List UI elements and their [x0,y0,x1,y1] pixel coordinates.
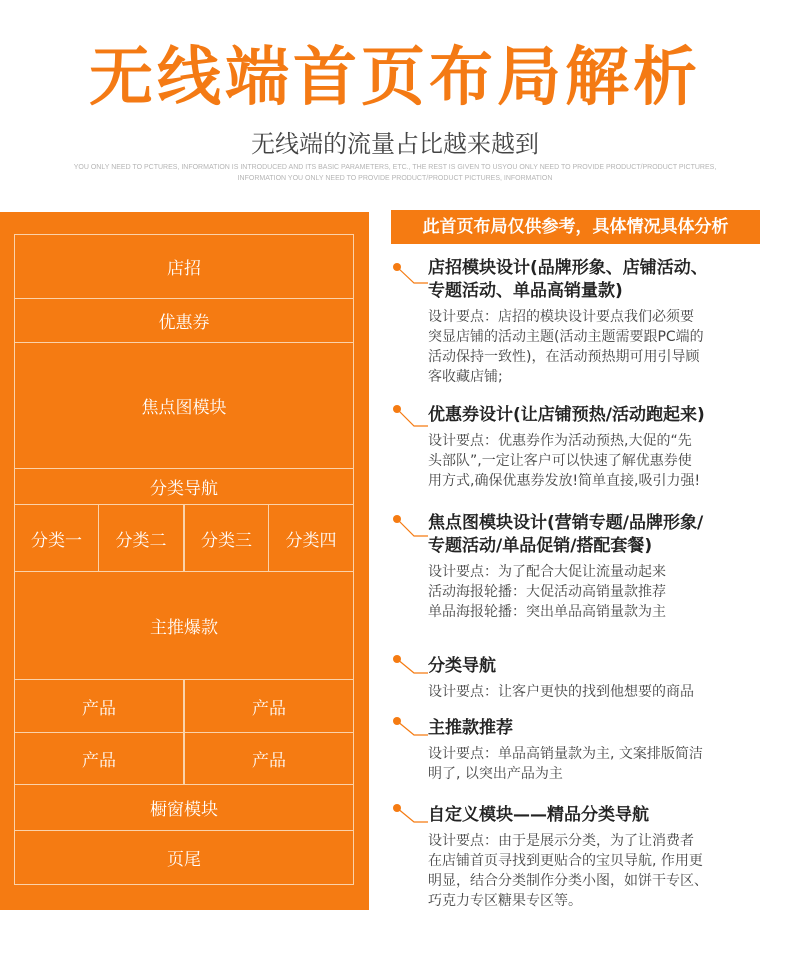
category-label: 分类四 [285,530,337,551]
pointer-icon [392,257,428,287]
product-label: 产品 [82,698,116,719]
product-cell [14,679,184,732]
note-desc-line: 明了, 以突出产品为主 [428,766,563,782]
note-desc-line: 设计要点：店招的模块设计要点我们必须要 [428,309,694,325]
coupon-block [14,298,354,342]
layout-diagram [0,212,369,910]
product-label: 产品 [252,751,286,771]
note-desc-line: 设计要点：单品高销量款为主, 文案排版简洁 [428,746,703,762]
category-label: 分类一 [31,530,82,551]
note-desc-line: 设计要点：由于是展示分类，为了让消费者 [428,833,694,849]
focus-banner-block [14,342,354,468]
footer-block [14,830,354,885]
product-cell [184,732,354,784]
note-desc [428,682,772,702]
note-desc [428,307,772,387]
product-label: 产品 [82,751,116,771]
pointer-icon [392,804,428,834]
note-desc [428,562,772,622]
showcase-label: 橱窗模块 [150,800,218,820]
showcase-block [14,784,354,830]
page-title: 无线端首页布局解析 [89,41,701,115]
category-nav-label: 分类导航 [150,479,218,499]
note-item-focus-banner [392,512,772,622]
note-title [428,717,772,740]
category-cell [14,504,99,571]
product-cell [14,732,184,784]
note-desc-line: 突显店铺的活动主题(活动主题需要跟PC端的 [428,329,704,345]
note-item-category-nav [392,655,772,702]
page-subtitle: 无线端的流量占比越来越到 [251,130,539,158]
store-sign-label: 店招 [167,259,201,279]
note-title-line: 专题活动/单品促销/搭配套餐) [428,536,653,556]
note-desc-line: 头部队”,一定让客户可以快速了解优惠券使 [428,453,692,469]
note-desc [428,431,772,491]
note-item-store-sign [392,257,772,387]
pointer-icon [392,404,428,434]
note-desc-line: 明显，结合分类制作分类小图，如饼干专区、 [428,873,708,889]
note-item-coupon [392,404,772,491]
note-desc [428,744,772,784]
note-desc-line: 巧克力专区糖果专区等。 [428,893,582,909]
product-label: 产品 [252,698,286,719]
note-title [428,512,772,558]
store-sign-block [14,234,354,298]
note-title-line: 优惠券设计(让店铺预热/活动跑起来) [428,405,705,425]
note-title-line: 自定义模块——精品分类导航 [428,805,649,825]
product-cell [184,679,354,732]
note-desc-line: 设计要点：让客户更快的找到他想要的商品 [428,684,694,700]
category-label: 分类二 [115,530,167,551]
note-title-line: 店招模块设计(品牌形象、店铺活动、 [428,258,708,278]
pointer-icon [392,655,428,685]
note-desc-line: 活动保持一致性)，在活动预热期可用引导顾 [428,349,700,365]
note-item-custom-module [392,804,772,911]
note-item-hot-sale [392,717,772,784]
note-title-line: 焦点图模块设计(营销专题/品牌形象/ [428,513,704,533]
note-title [428,804,772,827]
note-desc-line: 客收藏店铺; [428,369,503,385]
footer-label: 页尾 [167,850,201,870]
category-label: 分类三 [201,530,252,551]
note-title [428,404,772,427]
coupon-label: 优惠券 [158,313,210,333]
note-desc-line: 设计要点：为了配合大促让流量动起来 [428,564,666,580]
note-title [428,257,772,303]
note-desc [428,831,772,911]
fine-print: YOU ONLY NEED TO PCTURES, INFORMATION IS INTRODUCED AND ITS BASIC PARAMETERS, ETC., THE REST IS GIVEN TO USYOU ONLY NEED TO PROVIDE PRODUCT/PRODUCT PICTURES, INFORMATION YOU ONLY NEED TO PROVIDE PRODUCT/PRODUCT PICTURES, INFORMATION [73,164,717,182]
note-desc-line: 在店铺首页寻找到更贴合的宝贝导航, 作用更 [428,853,703,869]
pointer-icon [392,512,428,542]
category-cell [269,504,354,571]
note-title-line: 主推款推荐 [428,718,513,738]
notes-banner: 此首页布局仅供参考，具体情况具体分析 [391,210,760,244]
note-desc-line: 设计要点：优惠券作为活动预热,大促的“先 [428,433,692,449]
category-nav-block [14,468,354,504]
note-title [428,655,772,678]
note-title-line: 专题活动、单品高销量款) [428,281,623,301]
note-desc-line: 单品海报轮播：突出单品高销量款为主 [428,604,666,620]
category-cell [99,504,184,571]
note-desc-line: 活动海报轮播：大促活动高销量款推荐 [428,584,666,600]
note-title-line: 分类导航 [428,656,496,676]
note-desc-line: 用方式,确保优惠券发放!简单直接,吸引力强! [428,473,701,489]
focus-banner-label: 焦点图模块 [141,398,227,418]
hot-sale-block [14,571,354,679]
category-cell [184,504,269,571]
hot-sale-label: 主推爆款 [150,618,218,638]
pointer-icon [392,717,428,747]
